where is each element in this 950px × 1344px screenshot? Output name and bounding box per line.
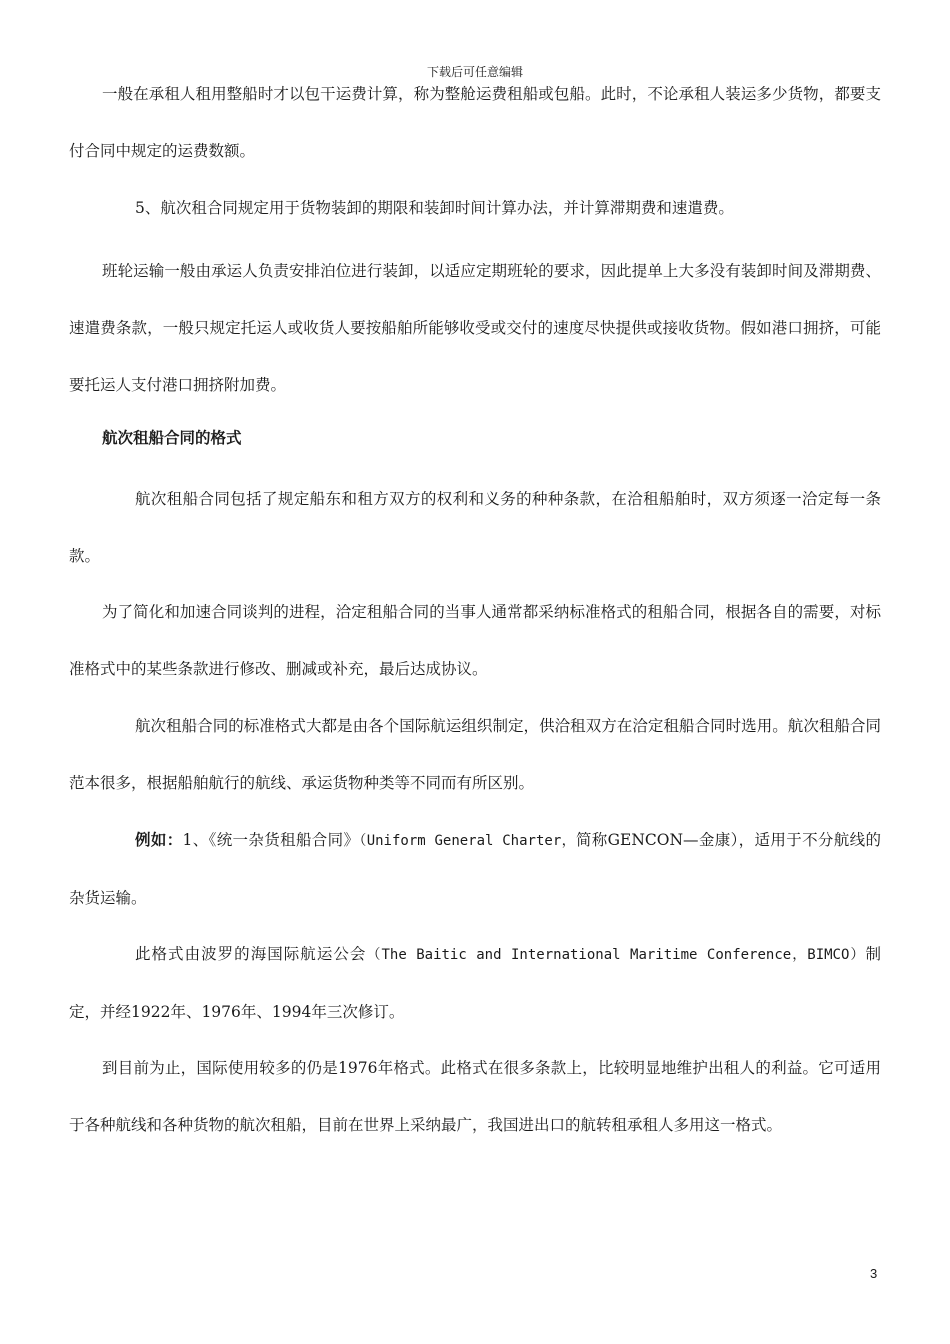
bimco-revisions: 制定，并经1922年、1976年、1994年三次修订。	[69, 945, 881, 1021]
example-title: 1、《统一杂货租船合同》	[182, 831, 360, 849]
example-lead: 例如：	[135, 831, 183, 849]
paragraph-liner-loading: 班轮运输一般由承运人负责安排泊位进行装卸，以适应定期班轮的要求，因此提单上大多没有装卸时间及滞期费、速遣费条款，一般只规定托运人或收货人要按船舶所能够收受或交付的速度尽快提供或接收货物。假如港口拥挤，可能要托运人支付港口拥挤附加费。	[69, 262, 881, 394]
paragraph-charter-terms: 航次租船合同包括了规定船东和租方双方的权利和义务的种种条款，在洽租船舶时，双方须逐一洽定每一条款。	[69, 490, 881, 565]
paragraph-standard-forms: 为了简化和加速合同谈判的进程，洽定租船合同的当事人通常都采纳标准格式的租船合同，根据各自的需要，对标准格式中的某些条款进行修改、删减或补充，最后达成协议。	[69, 603, 881, 678]
paragraph-bimco	[69, 926, 881, 1041]
paragraph-1976-form: 到目前为止，国际使用较多的仍是1976年格式。此格式在很多条款上，比较明显地维护出租人的利益。它可适用于各种航线和各种货物的航次租船，目前在世界上采纳最广，我国进出口的航转租承租人多用这一格式。	[69, 1059, 881, 1134]
example-english-name: （Uniform General Charter，	[359, 833, 576, 849]
page-header: 下载后可任意编辑	[426, 65, 523, 79]
paragraph-laytime: 5、航次租合同规定用于货物装卸的期限和装卸时间计算办法，并计算滞期费和速遣费。	[135, 199, 734, 217]
paragraph-form-origins: 航次租船合同的标准格式大都是由各个国际航运组织制定，供洽租双方在洽定租船合同时选用。航次租船合同范本很多，根据船舶航行的航线、承运货物种类等不同而有所区别。	[69, 717, 881, 792]
paragraph-lump-sum-freight: 一般在承租人租用整船时才以包干运费计算，称为整舱运费租船或包船。此时，不论承租人装运多少货物，都要支付合同中规定的运费数额。	[69, 85, 881, 160]
page-number: 3	[870, 1266, 878, 1281]
example-description: 简称GENCON—金康），适用于不分航线的杂货运输。	[69, 831, 881, 907]
section-heading: 航次租船合同的格式	[102, 429, 242, 447]
paragraph-gencon-example	[69, 812, 881, 927]
bimco-intro: 此格式由波罗的海国际航运公会	[135, 945, 367, 963]
bimco-english-name: （The Baitic and International Maritime Conference，BIMCO）	[366, 947, 866, 963]
